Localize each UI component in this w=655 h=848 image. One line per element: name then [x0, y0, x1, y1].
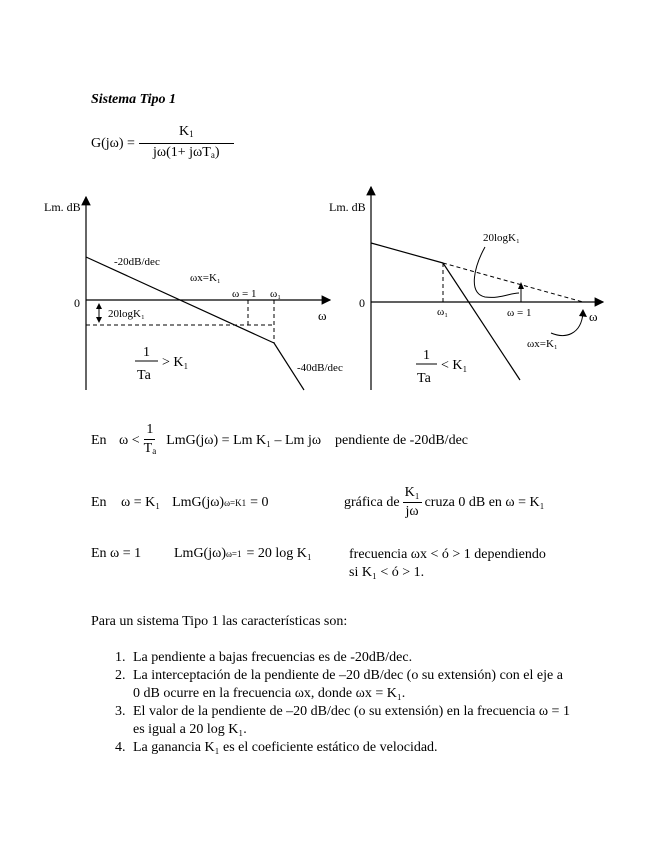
eq3-note-line1: frecuencia ωx < ó > 1 dependiendo — [349, 547, 546, 562]
eq3-expr-tail: = 20 log K₁ — [246, 546, 312, 561]
eq1-fraction — [142, 422, 159, 459]
eq2-cond: ω = K₁ — [121, 495, 161, 510]
tf-denominator-sub: a — [210, 150, 215, 160]
left-w1-mark: ω = 1 — [232, 288, 257, 300]
left-w1-label: ω₁ — [270, 288, 282, 300]
left-slope1-label: -20dB/dec — [114, 256, 160, 268]
tf-lhs: G(jω) = — [91, 135, 135, 151]
right-xlabel: ω — [589, 309, 598, 324]
left-cond-den: Ta — [137, 368, 151, 383]
eq2-expr-main: LmG(jω) — [172, 495, 225, 510]
left-slope2-label: -40dB/dec — [297, 362, 343, 374]
eq1-frac-den: T — [143, 441, 153, 456]
left-gain-arrow-head-down — [96, 317, 102, 323]
right-w1-label: ω₁ — [437, 306, 449, 318]
right-extension-dashed — [443, 263, 583, 302]
left-cond-num: 1 — [143, 345, 150, 360]
eq1-frac-num: 1 — [144, 422, 155, 440]
left-xlabel: ω — [318, 308, 327, 323]
eq-row-2-note — [344, 485, 545, 520]
characteristics-intro: Para un sistema Tipo 1 las características son: — [91, 614, 348, 629]
list-item: 3. El valor de la pendiente de –20 dB/dec (o su extensión) en la frecuencia ω = 1 es igual a 20 log K₁. — [129, 703, 571, 739]
tf-denominator-b: ) — [214, 145, 220, 160]
right-ylabel: Lm. dB — [329, 200, 366, 214]
right-gain-leader — [474, 247, 519, 297]
list-item: 1. La pendiente a bajas frecuencias es de -20dB/dec. — [129, 649, 571, 667]
right-gain-arrow-head — [518, 282, 524, 289]
right-cond-rel: < K₁ — [441, 358, 468, 373]
right-cond-den: Ta — [417, 371, 431, 386]
right-cond-num: 1 — [423, 348, 430, 363]
eq3-expr-main: LmG(jω) — [174, 546, 226, 561]
left-gain-arrow-head-up — [96, 303, 102, 309]
eq2-expr-tail: = 0 — [250, 495, 269, 510]
right-bode-graph — [325, 185, 615, 395]
eq-row-3 — [91, 546, 312, 562]
eq2-en: En — [91, 495, 107, 510]
eq2-note-pre: gráfica de — [344, 494, 400, 510]
right-low-slope — [371, 243, 443, 263]
left-wx-label: ωx=K₁ — [190, 272, 221, 284]
eq1-frac-den-sub: a — [152, 446, 157, 456]
eq2-expr-sub: ω=K1 — [224, 498, 247, 508]
eq1-expr: LmG(jω) = Lm K₁ – Lm jω — [166, 432, 322, 448]
tf-numerator-sub: 1 — [189, 129, 194, 139]
right-wx-label: ωx=K₁ — [527, 338, 558, 350]
transfer-function — [91, 124, 234, 163]
characteristics-list — [91, 649, 571, 757]
eq1-cond-pre: ω < — [119, 432, 140, 448]
eq3-note-line2: si K₁ < ó > 1. — [349, 565, 425, 580]
right-wx-arrow-head — [579, 309, 587, 317]
eq2-note-post: cruza 0 dB en ω = K₁ — [424, 494, 545, 510]
eq3-en: En ω = 1 — [91, 546, 142, 561]
tf-fraction — [139, 124, 234, 163]
eq3-expr-sub: ω=1 — [225, 549, 242, 559]
right-w1-mark: ω = 1 — [507, 307, 532, 319]
eq2-note-fraction — [403, 485, 422, 520]
eq2-note-num: K₁ — [403, 485, 422, 503]
list-item: 2. La interceptación de la pendiente de –20 dB/dec (o su extensión) con el eje a 0 dB ocurre en la frecuencia ωx, donde ωx = K₁. — [129, 667, 571, 703]
tf-numerator: K — [178, 124, 190, 139]
page-title: Sistema Tipo 1 — [91, 92, 177, 107]
eq1-en: En — [91, 432, 107, 448]
left-zero-label: 0 — [74, 296, 80, 310]
eq-row-1 — [91, 422, 468, 459]
eq1-note: pendiente de -20dB/dec — [335, 432, 468, 448]
left-bode-graph — [40, 185, 343, 395]
right-zero-label: 0 — [359, 296, 365, 310]
eq2-note-den: jω — [405, 504, 419, 519]
eq-row-2 — [91, 495, 269, 511]
left-ylabel: Lm. dB — [44, 200, 81, 214]
left-cond-rel: > K₁ — [162, 355, 189, 370]
right-gain-label: 20logK₁ — [483, 232, 520, 244]
right-wx-leader — [551, 313, 583, 336]
eq-row-3-note — [349, 546, 546, 582]
tf-denominator-a: jω(1+ jωT — [153, 145, 211, 160]
list-item: 4. La ganancia K₁ es el coeficiente estático de velocidad. — [129, 739, 571, 757]
left-gain-label: 20logK₁ — [108, 308, 145, 320]
